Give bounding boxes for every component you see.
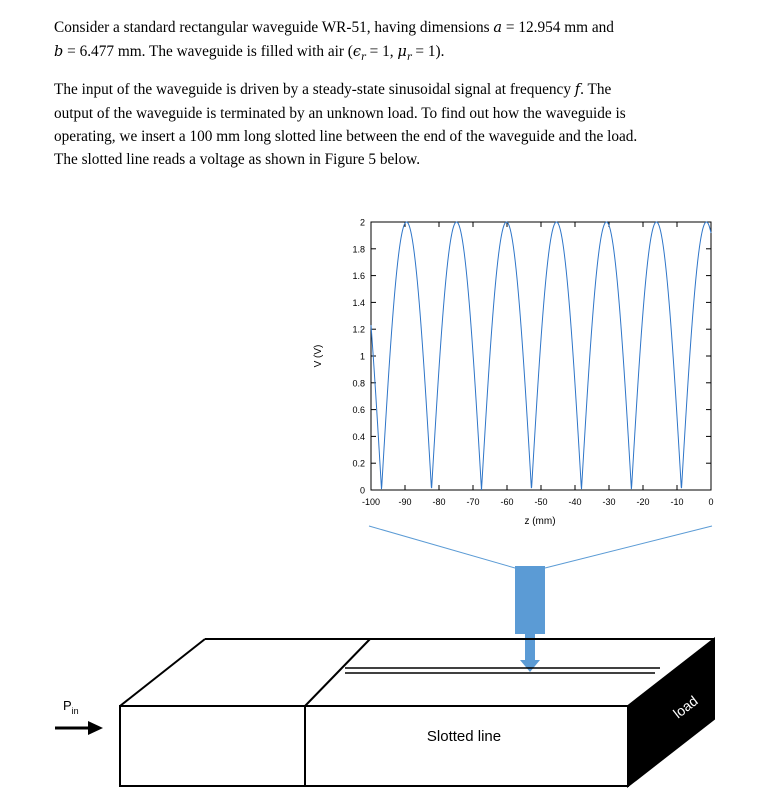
x-tick-label: -90	[398, 497, 412, 507]
var-b: b	[54, 44, 64, 60]
x-axis-label: z (mm)	[524, 516, 556, 527]
load-face	[628, 639, 714, 786]
y-tick-label: 1	[359, 351, 365, 362]
desc-text-1b: . The	[580, 81, 612, 98]
x-tick-label: -20	[636, 497, 650, 507]
x-tick-label: -40	[568, 497, 582, 507]
x-tick-label: 0	[708, 497, 714, 507]
waveguide-front-face	[120, 706, 305, 786]
intro-text-1b: = 12.954 mm and	[502, 19, 614, 36]
probe	[515, 566, 545, 672]
y-tick-label: 0.6	[352, 405, 365, 416]
y-tick-label: 1.2	[352, 324, 365, 335]
slotted-line-front-face	[305, 706, 628, 786]
zoom-line-left	[369, 526, 515, 568]
epsilon-symbol: ϵ	[352, 44, 362, 60]
y-tick-label: 0	[359, 485, 365, 496]
standing-wave-chart	[313, 218, 714, 528]
desc-line-3: operating, we insert a 100 mm long slotted line between the end of the waveguide and the load.	[54, 128, 638, 145]
y-tick-label: 1.4	[352, 297, 365, 308]
mu-subscript: r	[406, 52, 412, 64]
wg-top-left-edge	[120, 639, 205, 706]
intro-text-end: = 1).	[411, 43, 445, 60]
plot-frame	[371, 222, 711, 490]
intro-text-1a: Consider a standard rectangular waveguide WR-51, having dimensions	[54, 19, 494, 36]
probe-tip	[525, 634, 535, 660]
y-tick-label: 0.2	[352, 458, 365, 469]
x-tick-label: -100	[361, 497, 381, 507]
y-tick-label: 1.6	[352, 271, 365, 282]
desc-line-2: output of the waveguide is terminated by an unknown load. To find out how the waveguide is	[54, 105, 626, 122]
y-axis-label: V (V)	[313, 344, 324, 368]
y-tick-label: 0.8	[352, 378, 365, 389]
intro-text-mid: = 1,	[365, 43, 398, 60]
mu-symbol: μ	[397, 44, 407, 60]
intro-text-2a: = 6.477 mm. The waveguide is filled with air (	[63, 43, 353, 60]
y-tick-label: 0.4	[352, 431, 365, 442]
y-tick-label: 2	[359, 217, 365, 228]
y-axis	[352, 218, 711, 496]
x-tick-label: -80	[432, 497, 446, 507]
x-axis	[359, 222, 714, 507]
load-label: load	[669, 692, 701, 722]
var-f: f	[574, 82, 581, 98]
zoom-line-right	[545, 526, 712, 568]
pin-main: P	[63, 698, 72, 713]
y-tick-label: 1.8	[352, 244, 365, 255]
input-arrow-head	[88, 721, 103, 735]
var-a: a	[493, 20, 503, 36]
x-tick-label: -70	[466, 497, 480, 507]
desc-text-1a: The input of the waveguide is driven by a steady-state sinusoidal signal at frequency	[54, 81, 575, 98]
x-tick-label: -30	[602, 497, 616, 507]
probe-body	[515, 566, 545, 634]
voltage-curve	[371, 222, 711, 490]
waveguide-drawing	[120, 639, 714, 786]
probe-arrow	[520, 660, 540, 672]
pin-label	[63, 698, 79, 716]
slotted-line-label: Slotted line	[426, 728, 502, 745]
desc-line-4: The slotted line reads a voltage as shown in Figure 5 below.	[54, 151, 421, 168]
x-tick-label: -50	[534, 497, 548, 507]
x-tick-label: -10	[670, 497, 684, 507]
eps-subscript: r	[361, 52, 366, 64]
pin-sub: in	[71, 706, 79, 716]
x-tick-label: -60	[500, 497, 514, 507]
